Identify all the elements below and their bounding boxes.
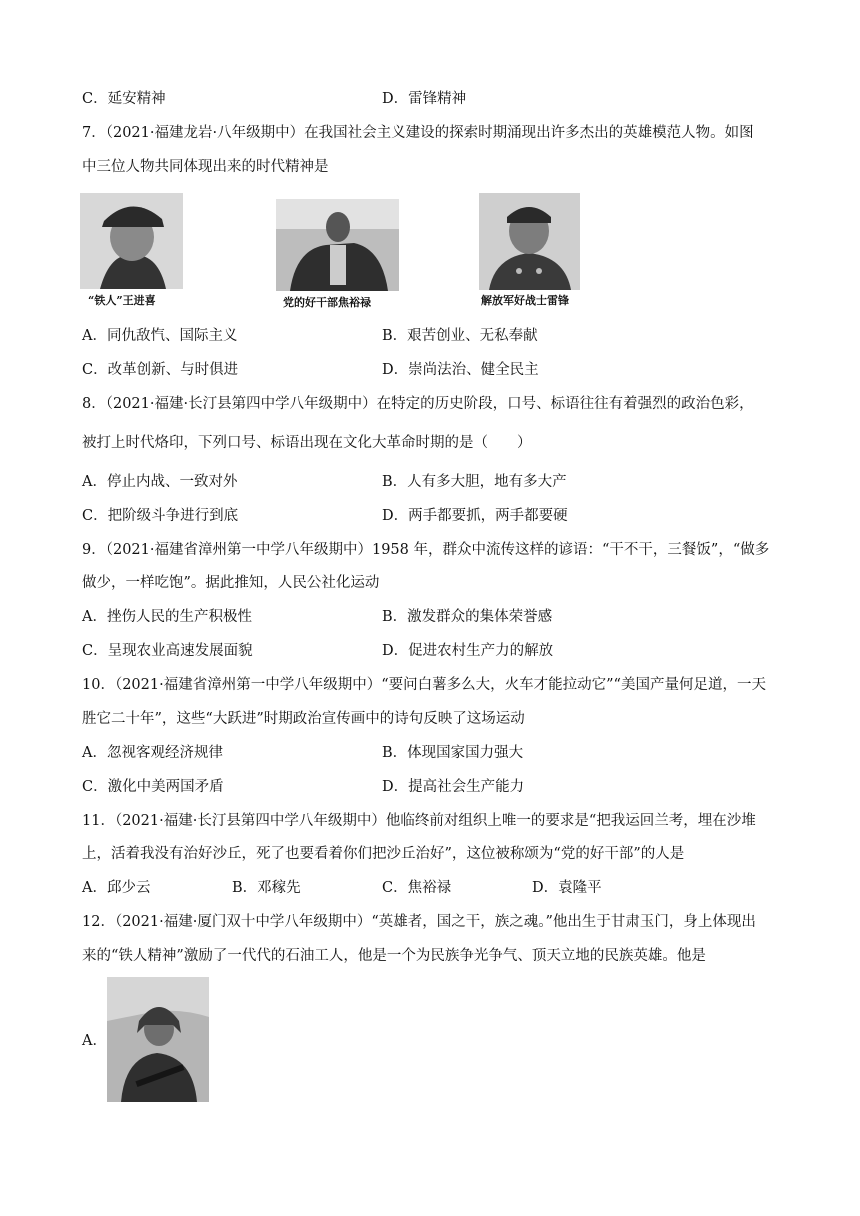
photo-jiao-yulu — [276, 199, 399, 291]
q10-option-c[interactable]: C．激化中美两国矛盾 — [82, 779, 224, 795]
q7-option-d[interactable]: D．崇尚法治、健全民主 — [382, 362, 539, 378]
q9-option-c[interactable]: C．呈现农业高速发展面貌 — [82, 643, 253, 659]
photo-wang-jinxi — [80, 193, 183, 289]
q12-stem-line2: 来的“铁人精神”激励了一代代的石油工人，他是一个为民族争光争气、顶天立地的民族英雄。他是 — [82, 948, 706, 964]
q11-stem-line2: 上，活着我没有治好沙丘，死了也要看着你们把沙丘治好”，这位被称颂为“党的好干部”的人是 — [82, 846, 685, 862]
q7-option-a[interactable]: A．同仇敌忾、国际主义 — [82, 328, 238, 344]
q8-stem-line2: 被打上时代烙印，下列口号、标语出现在文化大革命时期的是（ ） — [82, 435, 532, 451]
q9-option-b[interactable]: B．激发群众的集体荣誉感 — [382, 609, 553, 625]
q10-stem-line1: 10．（2021·福建省漳州第一中学八年级期中）“要问白薯多么大，火车才能拉动它”“美国产量何足道，一天 — [82, 677, 766, 693]
q11-option-a[interactable]: A．邱少云 — [82, 880, 151, 896]
q6-option-c[interactable]: C．延安精神 — [82, 91, 166, 107]
q10-option-a[interactable]: A．忽视客观经济规律 — [82, 745, 223, 761]
q7-stem-line2: 中三位人物共同体现出来的时代精神是 — [82, 159, 329, 175]
q7-option-c[interactable]: C．改革创新、与时俱进 — [82, 362, 239, 378]
q8-option-d[interactable]: D．两手都要抓，两手都要硬 — [382, 508, 568, 524]
q8-option-a[interactable]: A．停止内战、一致对外 — [82, 474, 238, 490]
q11-option-b[interactable]: B．邓稼先 — [232, 880, 301, 896]
q10-stem-line2: 胜它二十年”，这些“大跃进”时期政治宣传画中的诗句反映了这场运动 — [82, 711, 525, 727]
q11-option-c[interactable]: C．焦裕禄 — [382, 880, 452, 896]
caption-wang-jinxi: “铁人”王进喜 — [88, 294, 156, 307]
q11-stem-line1: 11．（2021·福建·长汀县第四中学八年级期中）他临终前对组织上唯一的要求是“把我运回兰考，埋在沙堆 — [82, 813, 756, 829]
q12-option-a-photo[interactable] — [107, 977, 209, 1102]
q7-option-b[interactable]: B．艰苦创业、无私奉献 — [382, 328, 538, 344]
q7-stem-line1: 7．（2021·福建龙岩·八年级期中）在我国社会主义建设的探索时期涌现出许多杰出的英雄模范人物。如图 — [82, 125, 754, 141]
caption-jiao-yulu: 党的好干部焦裕禄 — [283, 296, 371, 309]
q8-option-b[interactable]: B．人有多大胆，地有多大产 — [382, 474, 567, 490]
q9-option-a[interactable]: A．挫伤人民的生产积极性 — [82, 609, 252, 625]
q10-option-b[interactable]: B．体现国家国力强大 — [382, 745, 524, 761]
q8-stem-line1: 8．（2021·福建·长汀县第四中学八年级期中）在特定的历史阶段，口号、标语往往有着强烈的政治色彩， — [82, 396, 754, 412]
q9-stem-line2: 做少，一样吃饱”。据此推知，人民公社化运动 — [82, 575, 380, 591]
q11-option-d[interactable]: D．袁隆平 — [532, 880, 602, 896]
q8-option-c[interactable]: C．把阶级斗争进行到底 — [82, 508, 239, 524]
q9-option-d[interactable]: D．促进农村生产力的解放 — [382, 643, 554, 659]
photo-lei-feng — [479, 193, 580, 290]
q12-option-a[interactable]: A． — [82, 1033, 107, 1049]
q12-stem-line1: 12．（2021·福建·厦门双十中学八年级期中）“英雄者，国之干，族之魂。”他出生于甘肃玉门，身上体现出 — [82, 914, 756, 930]
q10-option-d[interactable]: D．提高社会生产能力 — [382, 779, 525, 795]
q6-option-d[interactable]: D．雷锋精神 — [382, 91, 467, 107]
q9-stem-line1: 9．（2021·福建省漳州第一中学八年级期中）1958 年，群众中流传这样的谚语：“干不干，三餐饭”，“做多 — [82, 542, 770, 558]
caption-lei-feng: 解放军好战士雷锋 — [481, 294, 569, 307]
